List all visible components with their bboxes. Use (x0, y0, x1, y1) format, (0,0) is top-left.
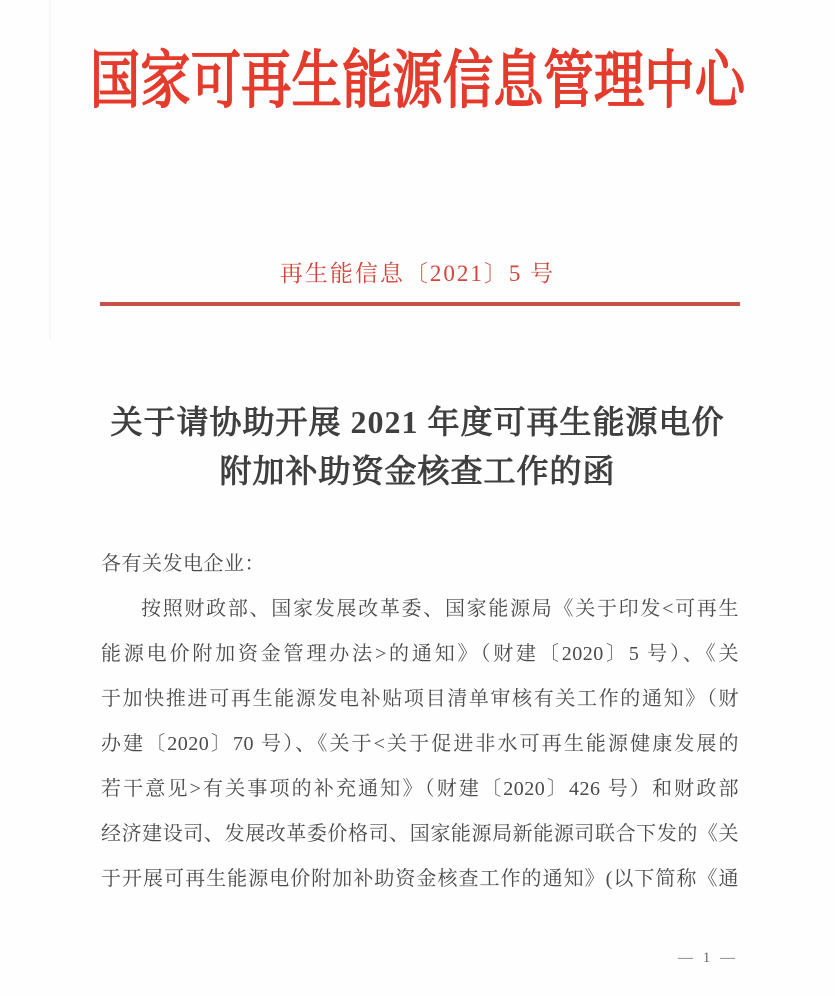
body-line: 于开展可再生能源电价附加补助资金核查工作的通知》(以下简称《通 (101, 868, 739, 890)
body-text-block (101, 542, 739, 902)
document-title (60, 398, 775, 496)
page-number: — 1 — (678, 950, 738, 966)
body-line: 办建〔2020〕70 号）、《关于<关于促进非水可再生能源健康发展的 (101, 733, 739, 755)
body-line: 能源电价附加资金管理办法>的通知》（财建〔2020〕5 号）、《关 (101, 643, 739, 665)
salutation-line: 各有关发电企业： (101, 553, 265, 575)
red-divider-rule (100, 302, 740, 306)
letterhead-title: 国家可再生能源信息管理中心 (89, 46, 746, 116)
body-line: 若干意见>有关事项的补充通知》（财建〔2020〕426 号）和财政部 (101, 778, 739, 800)
document-number: 再生能信息〔2021〕5 号 (279, 261, 556, 286)
document-title-line-2: 附加补助资金核查工作的函 (219, 453, 616, 489)
body-line: 于加快推进可再生能源发电补贴项目清单审核有关工作的通知》（财 (101, 688, 739, 710)
document-title-line-1: 关于请协助开展 2021 年度可再生能源电价 (110, 404, 725, 440)
body-line: 经济建设司、发展改革委价格司、国家能源局新能源司联合下发的《关 (101, 823, 739, 845)
body-line: 按照财政部、国家发展改革委、国家能源局《关于印发<可再生 (141, 598, 739, 620)
